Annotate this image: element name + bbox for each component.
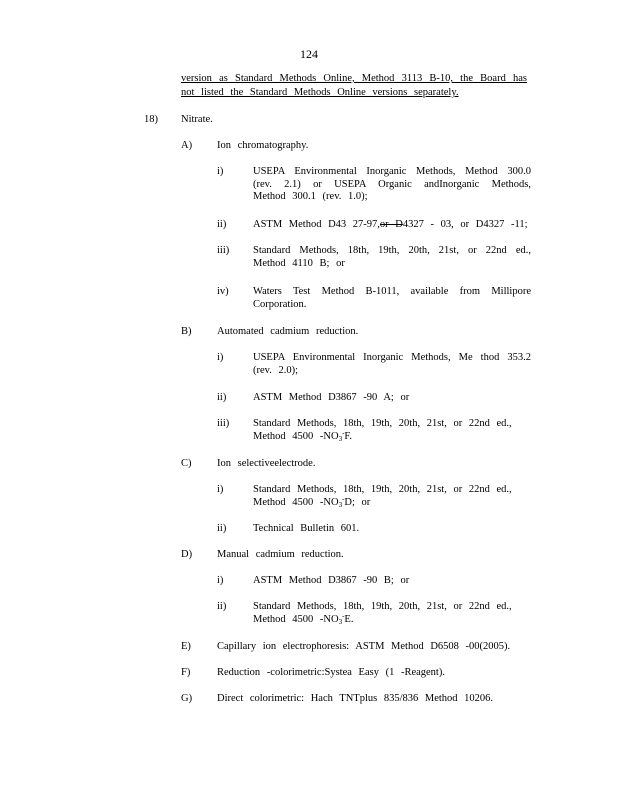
a-item-2-label: ii) xyxy=(217,219,227,230)
a-item-3-text: Standard Methods, 18th, 19th, 20th, 21st, or 22nd ed., Method 4110 B; or xyxy=(253,245,531,269)
c-item-1-sup: - xyxy=(342,494,345,503)
a-item-1-label: i) xyxy=(217,166,224,177)
section-title: Nitrate. xyxy=(181,114,213,125)
continuation-line-2: not listed the Standard Methods Online versions separately. xyxy=(181,87,459,98)
b-item-3-sup: - xyxy=(342,428,345,437)
d-item-2-sup: - xyxy=(342,611,345,620)
c-item-1-post: D; or xyxy=(344,496,371,508)
d-item-2-line1: Standard Methods, 18th, 19th, 20th, 21st, or 22nd ed., xyxy=(253,601,512,612)
page-number: 124 xyxy=(300,47,318,61)
b-item-3-text xyxy=(253,418,531,443)
subsection-c-label: C) xyxy=(181,458,192,469)
a-item-3-label: iii) xyxy=(217,245,230,256)
c-item-1-text xyxy=(253,484,531,509)
a-item-1-text: USEPA Environmental Inorganic Methods, Method 300.0 (rev. 2.1) or USEPA Organic andInorganic Methods, Method 300.1 (rev. 1.0); xyxy=(253,166,531,203)
subsection-g-label: G) xyxy=(181,693,193,704)
c-item-2-text: Technical Bulletin 601. xyxy=(253,523,360,534)
continuation-line-1: version as Standard Methods Online, Method 3113 B-10, the Board has xyxy=(181,73,527,84)
subsection-b-title: Automated cadmium reduction. xyxy=(217,326,359,337)
a-item-2-text xyxy=(253,219,528,232)
c-item-1-pre: Method 4500 -NO xyxy=(253,496,339,508)
b-item-1-label: i) xyxy=(217,352,224,363)
d-item-2-label: ii) xyxy=(217,601,227,612)
d-item-2-text xyxy=(253,601,531,626)
a-item-2-post: 4327 - 03, or D4327 -11; xyxy=(402,219,528,230)
b-item-3-pre: Method 4500 -NO xyxy=(253,430,339,442)
b-item-1-text: USEPA Environmental Inorganic Methods, Me thod 353.2 (rev. 2.0); xyxy=(253,352,531,376)
subsection-a-title: Ion chromatography. xyxy=(217,140,309,151)
a-item-4-text: Waters Test Method B-1011, available from Millipore Corporation. xyxy=(253,286,531,310)
d-item-1-text: ASTM Method D3867 -90 B; or xyxy=(253,575,410,586)
b-item-2-label: ii) xyxy=(217,392,227,403)
d-item-1-label: i) xyxy=(217,575,224,586)
b-item-3-line1: Standard Methods, 18th, 19th, 20th, 21st, or 22nd ed., xyxy=(253,418,512,429)
c-item-1-sub: 3 xyxy=(338,500,343,509)
b-item-2-text: ASTM Method D3867 -90 A; or xyxy=(253,392,410,403)
subsection-f-text: Reduction -colorimetric:Systea Easy (1 -Reagent). xyxy=(217,667,445,678)
subsection-g-text: Direct colorimetric: Hach TNTplus 835/836 Method 10206. xyxy=(217,693,494,704)
subsection-f-label: F) xyxy=(181,667,191,678)
subsection-a-label: A) xyxy=(181,140,193,151)
b-item-3-label: iii) xyxy=(217,418,230,429)
section-number: 18) xyxy=(144,114,158,125)
subsection-e-text: Capillary ion electrophoresis: ASTM Method D6508 -00(2005). xyxy=(217,641,511,652)
c-item-1-line1: Standard Methods, 18th, 19th, 20th, 21st, or 22nd ed., xyxy=(253,484,512,495)
d-item-2-sub: 3 xyxy=(338,617,343,626)
c-item-1-label: i) xyxy=(217,484,224,495)
b-item-3-sub: 3 xyxy=(338,434,343,443)
a-item-4-label: iv) xyxy=(217,286,229,297)
subsection-e-label: E) xyxy=(181,641,191,652)
subsection-d-title: Manual cadmium reduction. xyxy=(217,549,344,560)
subsection-c-title: Ion selectiveelectrode. xyxy=(217,458,316,469)
d-item-2-pre: Method 4500 -NO xyxy=(253,613,339,625)
a-item-2-struck: or D xyxy=(379,219,403,230)
b-item-3-post: F. xyxy=(344,430,353,442)
subsection-d-label: D) xyxy=(181,549,193,560)
subsection-b-label: B) xyxy=(181,326,192,337)
c-item-2-label: ii) xyxy=(217,523,227,534)
a-item-2-pre: ASTM Method D43 27-97, xyxy=(253,219,380,230)
d-item-2-post: E. xyxy=(344,613,354,625)
